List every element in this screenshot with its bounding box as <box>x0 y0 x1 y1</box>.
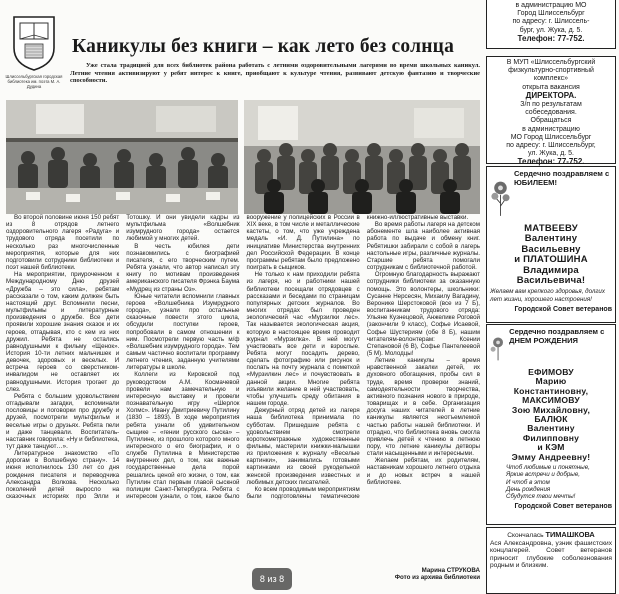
article-photo-right <box>244 100 480 214</box>
ad-line: физкультурно-спортивный <box>508 67 594 75</box>
greeting-birthday <box>486 324 616 525</box>
flowers-icon <box>490 328 506 368</box>
greeting-name: МАТВЕЕВУ <box>524 223 578 234</box>
greeting-name: и КЭМ <box>537 442 565 453</box>
greeting-name: Константиновну, <box>513 385 589 396</box>
obituary-name: ТИМАШКОВА <box>545 530 595 539</box>
article-paragraph: Коллеги из Кировской под руководством А.М. Космачевой провели нам замечательную и интересную выставку и провели познавательную игру «Шерлок Холмс». Ивану Дмитриевичу Путилину (1830 – 1893). В ходе мероприятия ребята узнали об удивительном сыщике – «гении русского сыска» – Путилине, из прошлого которого много интересного о его биографии, и о службе Путилина в Министерстве внутренних дел, о том, как важные государственные дела порой решались ценой его жизни, о том, как Путилин стал первым главой сыскной полиции Санкт-Петербурга. Ребята с интересом узнали, о том, какое было вооружение у полицейских в России в XIX веке, в том числе и металлические кастеты, о том, что уже учреждена медаль «И. Д. Путилина» по инициативе Министерства внутренних дел Российской Федерации. В конце программы ребятам было предложено поиграть в сыщиков. <box>126 214 360 501</box>
greeting-name: ЕФИМОВУ <box>528 367 574 377</box>
article-photo-left <box>6 100 238 214</box>
article-paragraph: Во время работы лагеря на детском абонементе шла наиболее активная работа по выдаче и обмену книг. Ребятишки забирали с собой в лагерь настольные игры, различные журналы. Старшие ребята помогали сотрудникам с библиотечной работой. <box>366 221 480 272</box>
article-paragraph: Огромную благодарность выражают сотрудники библиотеки за оказанную помощь. Это волонтеры, школьники: Сусанне Нерсесян, Михаилу Вагадину, Веронике Шерстоковой (все из 7 Б), воспитанникам трудового отряда: Ульяне Кузнецовой, Анжелике Роговой (закончили 9 класс), Софье Исаевой, Софье Шустериям (обе 8 Б), нашим читателям-волонтерам: Ксении Степановой (6 В), Софье Пантелеевой (5 М). Молодцы! <box>366 271 480 357</box>
greeting-poem-line: День рождения <box>506 485 551 493</box>
article-lead: Уже стала традицией для всех библиотек района работать с летними оздоровительными лагерями во время школьных каникул. Летние чтения активизируют у ребят интерес к книге, приобщают к культуре чтения, развивают детскую фантазию и творческие способности. <box>70 62 480 85</box>
article-paragraph: Во второй половине июня 150 ребят из 8 отрядов летнего оздоровительного лагеря «Радуга» и трудового отряда посетили по несколько раз многочисленные мероприятия, которые для них подготовили сотрудники библиотеки и поэт нашей библиотеки. <box>6 214 120 272</box>
article-paragraph: Дежурный отряд детей из лагеря наша библиотека принимала по субботам. Пришедшие ребята с удовольствием смотрели короткометражные художественные фильмы, мастерили книжки-малышки из приложения к журналу «Веселые картинки», занимались готовыми картинками из своей рукодельной женской произведения известных и любимых детских писателей. <box>246 407 360 486</box>
greeting-poem-line: Чтоб любимые и понятные, <box>506 464 590 472</box>
ad-phone: Телефон: 77-752. <box>517 33 585 43</box>
obituary <box>486 527 616 594</box>
greeting-name: МАКСИМОВУ <box>522 395 580 406</box>
author-name: Марина СТРУКОВА <box>421 567 480 574</box>
ad-role: ДИРЕКТОРА. <box>525 90 577 100</box>
greeting-name: и ПЛАТОШИНА <box>514 254 588 266</box>
greeting-jubilee <box>486 166 616 323</box>
ad-line: В МУП «Шлиссельбургский <box>506 59 596 66</box>
article-headline: Каникулы без книги – как лето без солнца <box>72 36 455 57</box>
greeting-from: Городской Совет ветеранов <box>514 306 612 314</box>
article-paragraph: Ребята с большим удовольствием отгадывали загадки, вспоминали пословицы и поговорки про дружбу и друзей, посмотрели мультфильм и веселые игры о друзьях. Ребята пели и даже танцевали. Воспитатель-наставник говорила: «Ну и библиотека, тут даже танцуют…». <box>6 392 120 450</box>
photo-credit: Фото из архива библиотеки <box>394 574 480 582</box>
page-indicator[interactable]: 8 из 8 <box>252 568 292 590</box>
greeting-name: БАЛЮК <box>534 414 568 425</box>
children-reading-photo-icon <box>6 100 238 214</box>
article-signature <box>388 567 480 582</box>
greeting-name: Эмму Андреевну! <box>511 451 591 462</box>
library-emblem-icon <box>11 14 57 72</box>
greeting-wish: Желаем вам крепкого здоровья, долгих лет жизни, хорошего настроения! <box>490 288 605 303</box>
children-group-photo-icon <box>244 100 480 214</box>
ad-vacancy <box>486 56 616 167</box>
library-logo-caption: Шлиссельбургская городская библиотека им. поэта М. А. Дудина <box>5 74 63 89</box>
ad-line: ул. Жука, д. 5. <box>527 150 575 158</box>
greeting-title: Сердечно поздравляем с ДНЕМ РОЖДЕНИЯ <box>509 327 605 345</box>
greeting-name: Зою Михайловну, <box>511 404 591 415</box>
greeting-name: Филипповну <box>522 432 580 443</box>
ad-line: в администрацию <box>522 125 580 133</box>
obituary-heading <box>490 531 612 540</box>
ad-phone: Телефон: 77-752. <box>517 157 585 167</box>
greeting-name: Марию <box>535 376 567 387</box>
ad-administration <box>486 0 616 49</box>
greeting-name: Васильевича! <box>516 275 586 287</box>
ad-line: Город Шлиссельбург <box>517 10 585 18</box>
library-logo <box>4 14 64 112</box>
ad-line: МО Город Шлиссельбург <box>510 133 592 141</box>
greeting-name: Васильевну <box>521 243 581 255</box>
article-paragraph: Не только к нам приходили ребята из лагеря, но и работники нашей библиотеки посещали отрядовцев с рассказами и беседами по страницам популярных детских журналов. Во многих отрядах был проведен экологический час «Мурзилки лес». Так называется экологическая акция, которую в настоящее время проводит журнал «Мурзилка». В ней могут участвовать все дети и взрослые. Ребята могут посадить дерево, сделать фотографию или рисунок и послать на почту журнала с пометкой «Мурзилкин лес» и почувствовать в данной акции. Многие ребята изъявили желание в ней участвовать, чтобы улучшить среду обитания в нашем городе. <box>246 271 360 408</box>
greeting-from: Городской Совет ветеранов <box>514 502 612 510</box>
greeting-poem-line: Яркие встречи и добрые, <box>506 471 581 479</box>
ad-line: Обращаться <box>530 117 572 125</box>
obituary-lead: Скончалась <box>507 532 544 539</box>
greeting-title: Сердечно поздравляем с ЮБИЛЕЕМ! <box>513 169 610 187</box>
greeting-name: Валентину <box>524 233 578 245</box>
ad-line: открыта вакансия <box>522 83 580 91</box>
ad-line: З/п по результатам <box>520 101 582 109</box>
ad-line: по адресу: г. Шлиссель- <box>512 18 590 26</box>
greeting-name: Валентину <box>527 423 575 434</box>
article-paragraph: Ко всем проводимым мероприятиям были подготовлены тематические книжно-иллюстративные выставки. <box>246 214 469 501</box>
ad-line: бург, ул. Жука, д. 5. <box>519 26 583 34</box>
article-paragraph: Желаем ребятам, их родителям, наставникам хорошего летнего отдыха и до новых встреч в нашей библиотеке. <box>366 457 480 486</box>
article-paragraph: На мероприятии, приуроченном к Международному Дню друзей «Дружба – это сила», ребятам рассказали о том, каким должен быть настоящий друг. Вспомнили песни, мультфильмы и литературные произведения о дружбе. Все дети проявили хорошие знания сказок и их героев, отгадывая, кто с кем из них дружил. Ребята не остались равнодушными к фильму «Щенок». История 10-ти летних мальчишек и девочек, здоровых и веселых. И встреча героев со сверстником-инвалидом не оставляет их равнодушными. История трогает до слез. <box>6 271 120 393</box>
ad-line: по адресу: г. Шлиссельбург, <box>506 142 596 150</box>
flowers-icon <box>490 170 511 224</box>
ad-line: комплекс» <box>533 75 569 83</box>
article-paragraph: В честь юбилея дети познакомились с биографией писателя, с его творческим путем. Ребята узнали, что автор написал эту книгу по мотивам произведения американского писателя Фрэнка Баума «Мудрец из страны Оз». <box>126 242 240 293</box>
greeting-name: Владимира <box>523 264 579 276</box>
greeting-poem-line: И чтоб в этом <box>506 478 550 486</box>
article-paragraph: Юные читатели вспомнили главных героев «Волшебника Изумрудного города», узнали про остальные сказочные повести этого цикла, обсудили поступки героев, попробовали в самом отношении к ним. Посмотрели первую часть м/ф «Волшебник изумрудного города». Тем самым частично воспитали программу летнего чтения, заданную учителями литературы в школе. <box>126 292 240 372</box>
article-body <box>6 214 480 590</box>
sidebar <box>486 0 616 594</box>
article-paragraph: Литературное знакомство «По дорогам в Волшебную страну». 14 июня исполнилось 130 лет со дня рождения писателя и переводчика Александра Волкова. Несколько поколений детей выросло на сказочных историях про Элли и Тотошку. И они увидели кадры из мультфильма «Волшебник изумрудного города» остается любимой у многих детей. <box>6 214 240 501</box>
ad-line: собеседования. <box>525 109 577 117</box>
obituary-text: Ася Александровна, узник фашистских концлагерей. Совет ветеранов приносит глубокие соболезнования родным и близким. <box>490 539 612 570</box>
article-paragraph: Летние каникулы – время нравственной закалки детей, их духовного обогащения, пробы сил в труде, время проверки знаний, самодеятельности творчества, активного познания нового в природе, товарищах и в себе. Организация досуга наших читателей в летние каникулы является неотъемлемой частью работы нашей библиотеки. И отрадно, что библиотека вновь смогла привлечь детей к чтению в летнюю пору, что летние каникулы детворы стали насыщенными и интересными. <box>366 357 480 458</box>
ad-line: в администрацию МО <box>515 2 587 9</box>
greeting-poem-line: Сбудутся твои мечты! <box>506 493 576 501</box>
